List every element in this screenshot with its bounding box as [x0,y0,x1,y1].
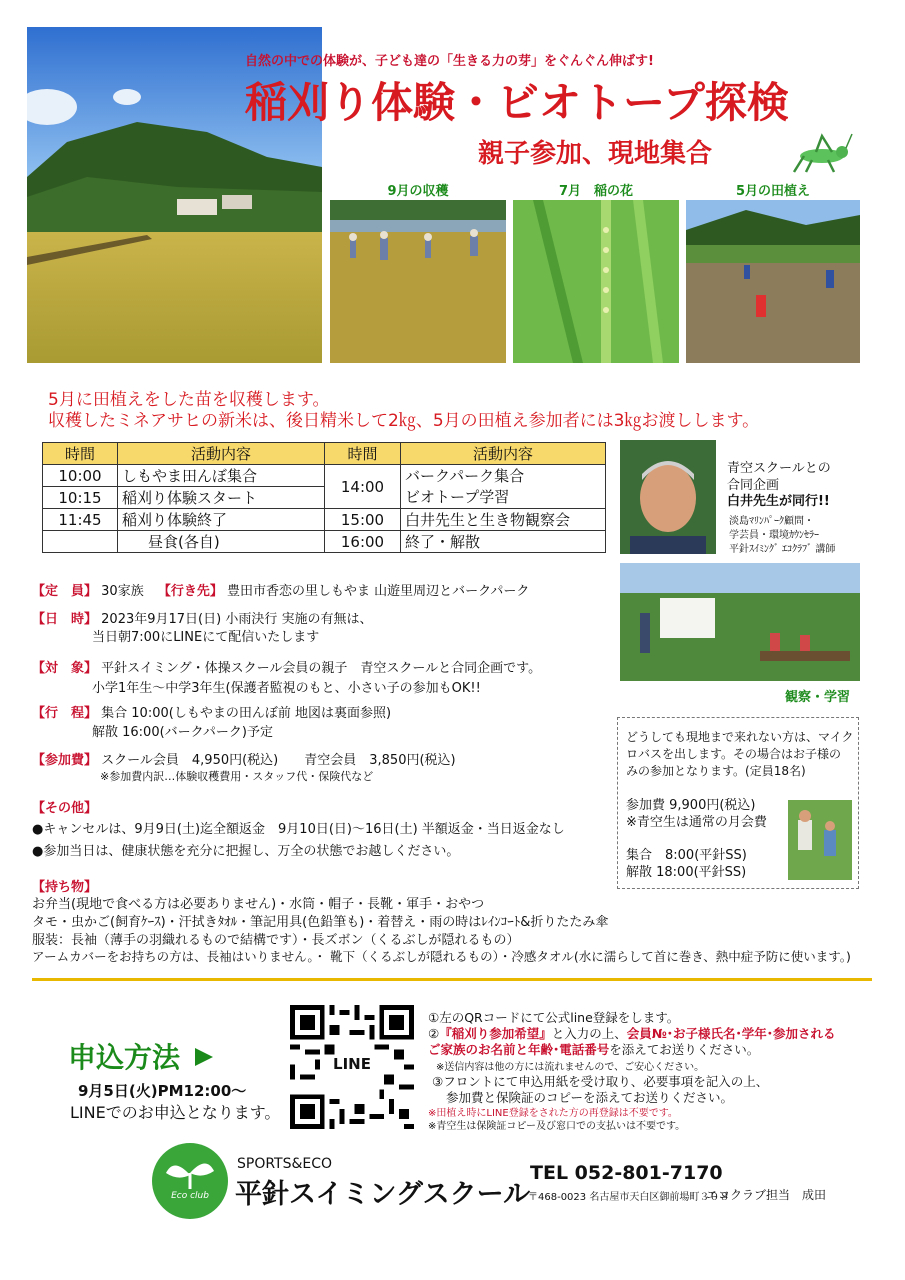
destination-label: 【行き先】 [157,584,223,599]
bus-option-box [617,717,859,889]
apply-title: 申込方法 [68,1041,181,1074]
apply-note-3: ※青空生は保険証コピー及び窓口での支払いは不要です。 [428,1121,686,1132]
belongings-label: 【持ち物】 [32,880,98,895]
teacher-line-3: 白井先生が同行!! [727,494,830,509]
phone-number: TEL 052-801-7170 [530,1162,723,1184]
other-item: ●キャンセルは、9月9日(土)迄全額返金 9月10日(日)～16日(土) 半額返金・当日返金なし [32,822,565,837]
observation-caption: 観察・学習 [785,690,851,705]
arrow-right-icon [191,1045,215,1069]
detail-capacity [32,580,529,599]
bus-dismiss: 解散 18:00(平針SS) [626,865,747,880]
step2-fields: 会員№･お子様氏名･学年･参加される [626,1026,836,1041]
page-subtitle: 親子参加、現地集合 [478,139,713,169]
detail-target [32,657,541,676]
teacher-line-1: 青空スクールとの [727,461,831,476]
header-time-right: 時間 [325,443,401,465]
belongings-line: タモ・虫かご(飼育ｹｰｽ)・汗拭きﾀｵﾙ・筆記用具(色鉛筆も)・着替え・雨の時はﾚｲﾝｺｰﾄ&折りたたみ傘 [32,915,609,930]
page-title: 稲刈り体験・ビオトープ探検 [245,78,789,127]
header-activity-right: 活動内容 [401,443,606,465]
bus-line: どうしても現地まで来れない方は、マイク [626,730,854,744]
capacity-label: 【定 員】 [32,584,98,599]
observation-photo [620,563,860,681]
intro-line-2: 収穫したミネアサヒの新米は、後日精米して2㎏、5月の田植え参加者には3㎏お渡しします。 [48,411,760,431]
capacity-value: 30家族 [101,584,144,599]
eco-club-logo [152,1143,228,1219]
grasshopper-icon [792,132,854,174]
tagline: 自然の中での体験が、子ども達の「生きる力の芽」をぐんぐん伸ばす! [245,54,654,69]
target-value: 平針スイミング・体操スクール会員の親子 青空スクールと合同企画です。 [101,661,542,676]
bus-meet: 集合 8:00(平針SS) [626,848,747,863]
bus-photo [788,800,852,880]
schedule-activity: 昼食(各自) [118,531,325,553]
detail-other [32,797,97,816]
belongings-line: お弁当(現地で食べる方は必要ありません)・水筒・帽子・長靴・軍手・おやつ [32,897,485,912]
sprout-icon [152,1143,228,1219]
schedule-time: 10:00 [43,465,118,487]
target-value-2: 小学1年生～中学3年生(保護者監視のもと、小さい子の参加もOK!! [92,681,481,696]
schedule-activity: しもやま田んぼ集合 [118,465,325,487]
apply-step-2-line-2 [428,1040,759,1058]
step2-fields-2: ご家族のお名前と年齢･電話番号 [428,1042,610,1057]
brand-small: SPORTS&ECO [237,1156,333,1172]
bus-line: みの参加となります。(定員18名) [626,764,806,778]
apply-note-2: ※田植え時にLINE登録をされた方の再登録は不要です。 [428,1108,678,1119]
itinerary-value-2: 解散 16:00(バークパーク)予定 [92,725,273,740]
schedule-time: 16:00 [325,531,401,553]
section-divider [32,978,872,981]
teacher-credential: 学芸員・環境ｶｳﾝｾﾗｰ [729,530,819,541]
contact-person: エコクラブ担当 成田 [706,1188,827,1202]
itinerary-label: 【行 程】 [32,706,98,721]
teacher-credential: 平針ｽｲﾐﾝｸﾞ ｴｺｸﾗﾌﾞ 講師 [729,544,836,555]
bus-line: ロバスを出します。その場合はお子様の [626,747,842,761]
itinerary-value: 集合 10:00(しもやまの田んぼ前 地図は裏面参照) [101,706,392,721]
apply-title-row [68,1036,215,1076]
schedule-time: 11:45 [43,509,118,531]
fee-label: 【参加費】 [32,753,98,768]
intro-line-1: 5月に田植えをした苗を収穫します。 [48,390,330,410]
fee-value: スクール会員 4,950円(税込) 青空会員 3,850円(税込) [101,753,456,768]
caption-harvest: 9月の収穫 [387,184,449,199]
schedule-time [43,531,118,553]
step2-mid: と入力の上、 [551,1026,627,1041]
schedule-activity: 稲刈り体験終了 [118,509,325,531]
logo-text: Eco club [171,1191,209,1201]
apply-step-3-line-2: 参加費と保険証のコピーを添えてお送りください。 [446,1090,734,1105]
datetime-value-2: 当日朝7:00にLINEにて配信いたします [92,630,320,645]
harvest-photo [330,200,506,363]
teacher-line-2: 合同企画 [727,478,780,493]
line-qr-code[interactable] [290,1005,414,1129]
step2-suffix: を添えてお送りください。 [609,1042,760,1057]
schedule-table [42,442,606,553]
apply-step-3-line-1: ③フロントにて申込用紙を受け取り、必要事項を記入の上、 [432,1074,769,1089]
rice-flower-photo [513,200,679,363]
other-item: ●参加当日は、健康状態を充分に把握し、万全の状態でお越しください。 [32,844,460,859]
header-time-left: 時間 [43,443,118,465]
planting-photo [686,200,860,363]
datetime-label: 【日 時】 [32,612,98,627]
apply-step-1: ①左のQRコードにて公式line登録をします。 [428,1010,680,1025]
qr-line-label: LINE [333,1055,371,1073]
apply-method: LINEでのお申込となります。 [70,1103,281,1122]
schedule-activity: 終了・解散 [401,531,606,553]
address: 〒468-0023 名古屋市天白区御前場町３０８ [528,1192,730,1203]
header-activity-left: 活動内容 [118,443,325,465]
other-label: 【その他】 [32,801,98,816]
detail-datetime [32,608,372,627]
apply-note-1: ※送信内容は他の方には流れませんので、ご安心ください。 [436,1062,705,1073]
caption-rice-flower: 7月 稲の花 [558,184,634,199]
datetime-value: 2023年9月17日(日) 小雨決行 実施の有無は、 [101,612,373,627]
detail-itinerary [32,702,391,721]
belongings-line: アームカバーをお持ちの方は、長袖はいりません。・ 靴下（くるぶしが隠れるもの）・冷感タオル(水に濡らして首に巻き、熱中症予防に使います。) [32,949,851,964]
schedule-activity: 稲刈り体験スタート [118,487,325,509]
belongings-line: 服装：長袖（薄手の羽織れるもので結構です）・長ズボン（くるぶしが隠れるもの） [32,933,520,948]
fee-note: ※参加費内訳…体験収穫費用・スタッフ代・保険代など [100,770,374,783]
step2-prefix: ② [428,1026,440,1041]
schedule-activity-line: バークパーク集合 [405,466,525,485]
brand-name: 平針スイミングスクール [235,1179,531,1210]
bus-fee-note: ※青空生は通常の月会費 [626,815,767,830]
step2-keyword: 『稲刈り参加希望』 [439,1026,552,1041]
bus-fee: 参加費 9,900円(税込) [626,798,756,813]
schedule-time: 14:00 [325,465,401,509]
schedule-activity [401,465,606,509]
caption-planting: 5月の田植え [735,184,811,199]
schedule-time: 10:15 [43,487,118,509]
apply-deadline: 9月5日(火)PM12:00～ [78,1082,247,1100]
destination-value: 豊田市香恋の里しもやま 山遊里周辺とバークパーク [227,584,530,599]
schedule-activity: 白井先生と生き物観察会 [401,509,606,531]
detail-fee [32,749,456,768]
teacher-photo [620,440,716,554]
schedule-time: 15:00 [325,509,401,531]
schedule-activity-line: ビオトープ学習 [405,487,510,506]
target-label: 【対 象】 [32,661,98,676]
teacher-credential: 淡島ﾏﾘﾝﾊﾟｰｸ顧問・ [729,516,814,527]
